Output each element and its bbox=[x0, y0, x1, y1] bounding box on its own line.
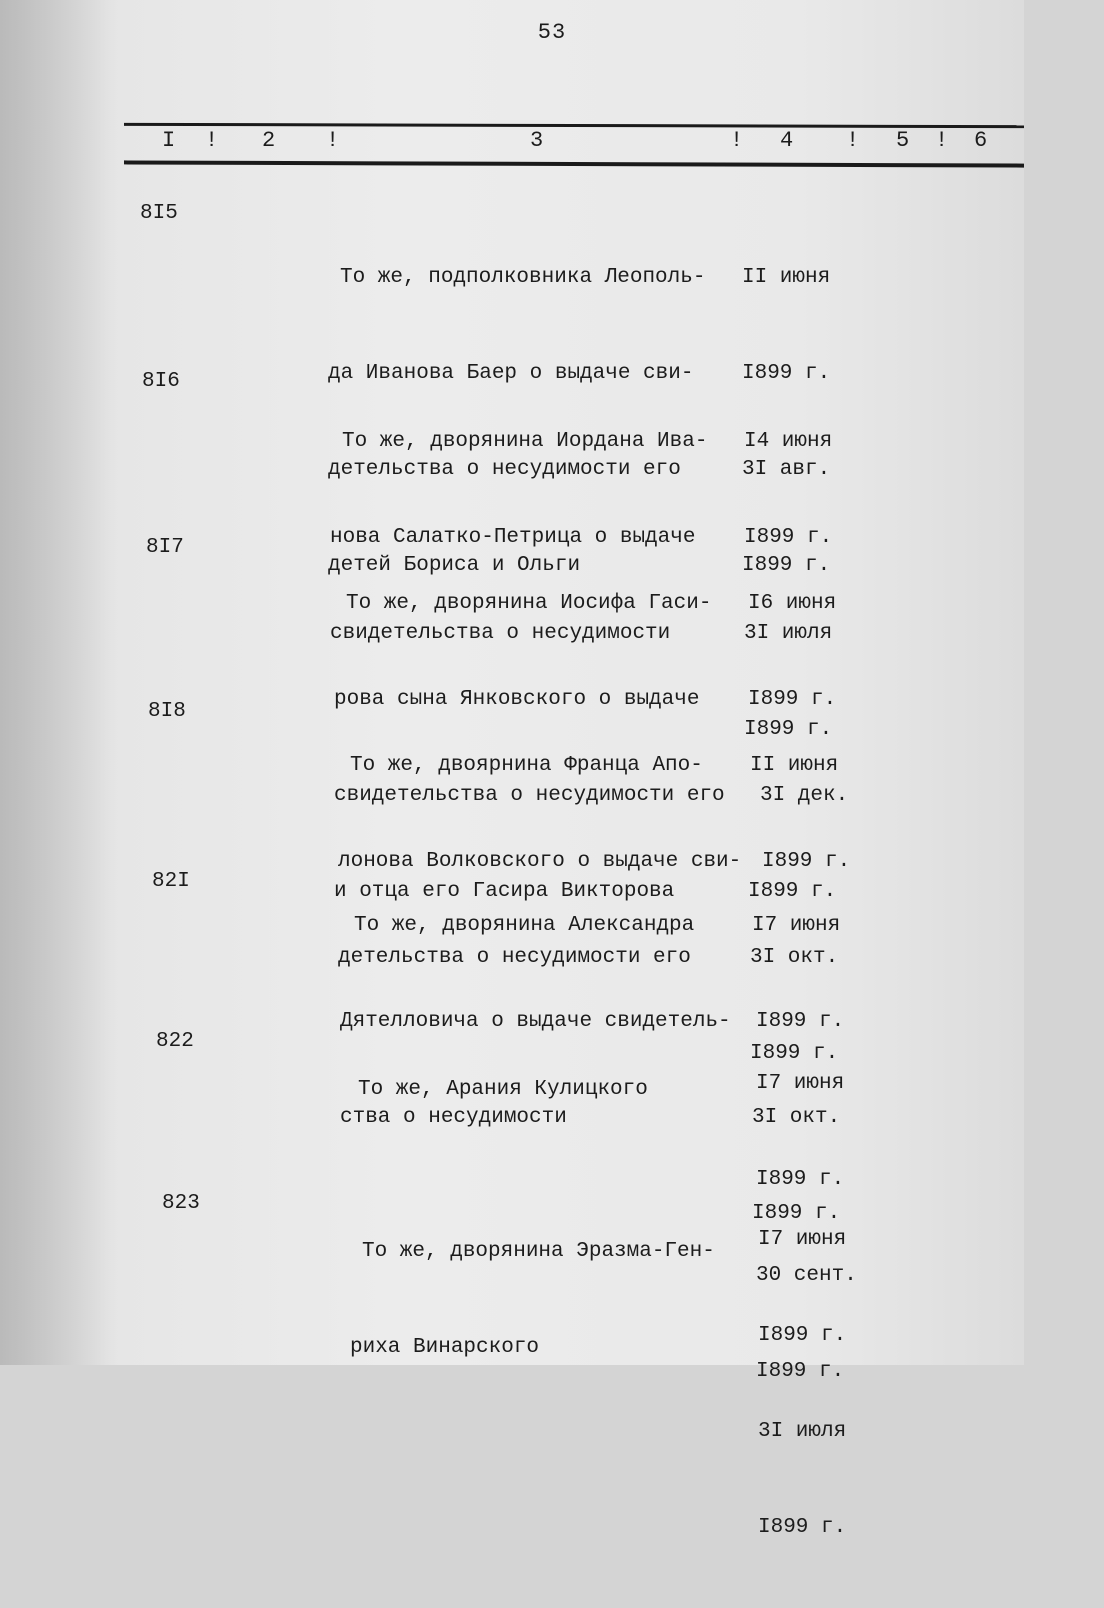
binding-shadow bbox=[0, 0, 120, 1365]
header-col-1: I bbox=[162, 128, 176, 153]
header-sep: ! bbox=[846, 128, 860, 153]
record-description: То же, дворянина Иосифа Гаси- рова сына Янковского о выдаче свидетельства о несудимости его и отца его Гасира Викторова bbox=[334, 592, 725, 903]
record-number: 8I7 bbox=[146, 536, 184, 559]
record-dates: II июня I899 г. 3I авг. I899 г. bbox=[742, 266, 831, 577]
header-col-3: 3 bbox=[530, 128, 544, 153]
record-description: То же, дворянина Эразма-Ген- риха Винарского bbox=[350, 1240, 715, 1359]
record-number: 822 bbox=[156, 1030, 194, 1053]
header-sep: ! bbox=[326, 128, 340, 153]
record-number: 8I8 bbox=[148, 700, 186, 723]
record-description: То же, Арания Кулицкого bbox=[358, 1078, 648, 1101]
table-header bbox=[0, 128, 1024, 158]
record-description: То же, дворянина Александра Дятелловича о выдаче свидетель- ства о несудимости bbox=[340, 914, 731, 1129]
record-dates: II июня I899 г. 3I окт. I899 г. bbox=[750, 754, 851, 1065]
header-sep: ! bbox=[935, 128, 949, 153]
record-dates: I4 июня I899 г. 3I июля I899 г. bbox=[744, 430, 833, 741]
record-number: 82I bbox=[152, 870, 190, 893]
record-description: То же, двоярнина Франца Апо- лонова Волковского о выдаче сви- детельства о несудимости его bbox=[338, 754, 742, 969]
header-col-6: 6 bbox=[974, 128, 988, 153]
record-number: 8I6 bbox=[142, 370, 180, 393]
record-dates: I7 июня I899 г. 3I окт. I899 г. bbox=[752, 914, 845, 1225]
header-sep: ! bbox=[205, 128, 219, 153]
header-col-2: 2 bbox=[262, 128, 276, 153]
record-number: 823 bbox=[162, 1192, 200, 1215]
record-description: То же, дворянина Иордана Ива- нова Салатко-Петрица о выдаче свидетельства о несудимости bbox=[330, 430, 708, 645]
record-dates: I7 июня I899 г. 30 сент. I899 г. bbox=[756, 1072, 857, 1383]
header-bottom-rule bbox=[124, 160, 1024, 167]
header-col-5: 5 bbox=[896, 128, 910, 153]
record-dates: I6 июня I899 г. 3I дек. I899 г. bbox=[748, 592, 849, 903]
header-col-4: 4 bbox=[780, 128, 794, 153]
header-sep: ! bbox=[730, 128, 744, 153]
record-dates: I7 июня I899 г. 3I июля I899 г. bbox=[758, 1228, 847, 1539]
record-number: 8I5 bbox=[140, 202, 178, 225]
page-number: 53 bbox=[537, 20, 567, 45]
record-description: То же, подполковника Леополь- да Иванова Баер о выдаче сви- детельства о несудимости его детей Бориса и Ольги bbox=[328, 266, 706, 577]
